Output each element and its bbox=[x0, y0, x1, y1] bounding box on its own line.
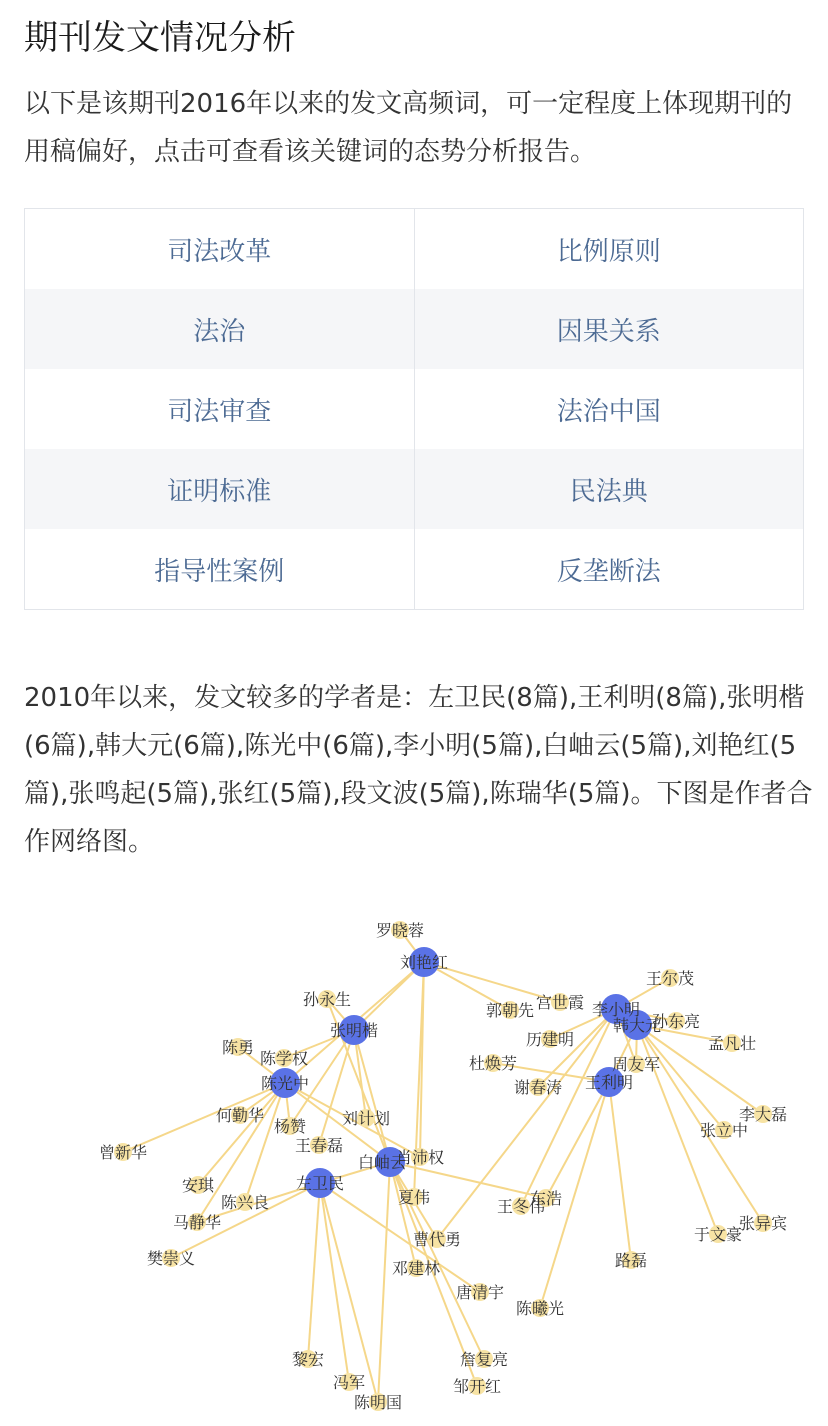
author-label: 陈明国 bbox=[353, 1393, 403, 1412]
author-label: 郭朝先 bbox=[485, 1001, 535, 1020]
author-label: 韩大元 bbox=[612, 1016, 662, 1035]
author-label: 孟凡壮 bbox=[707, 1034, 757, 1053]
author-label: 马静华 bbox=[172, 1213, 222, 1232]
author-label: 宫世霞 bbox=[535, 993, 585, 1012]
author-label: 王冬伟 bbox=[496, 1197, 546, 1216]
intro-text: 以下是该期刊2016年以来的发文高频词，可一定程度上体现期刊的用稿偏好，点击可查看该关键词的态势分析报告。 bbox=[24, 89, 793, 167]
author-label: 历建明 bbox=[525, 1030, 575, 1049]
author-label: 王尔茂 bbox=[645, 969, 695, 988]
author-label: 陈光中 bbox=[260, 1074, 310, 1093]
author-label: 孙永生 bbox=[302, 990, 352, 1009]
author-label: 杜焕芳 bbox=[468, 1054, 518, 1073]
scholars-text: 2010年以来，发文较多的学者是：左卫民(8篇),王利明(8篇),张明楷(6篇),韩大元(6篇),陈光中(6篇),李小明(5篇),白岫云(5篇),刘艳红(5篇),张鸣起(5篇),张红(5篇),段文波(5篇),陈瑞华(5篇)。下图是作者合作网络图。 bbox=[24, 683, 813, 857]
keyword-link[interactable]: 比例原则 bbox=[556, 236, 661, 267]
author-label: 邹开红 bbox=[452, 1377, 502, 1396]
keyword-row bbox=[25, 369, 803, 449]
author-label: 杨赞 bbox=[273, 1117, 307, 1136]
network-edge bbox=[245, 1083, 285, 1202]
author-label: 刘计划 bbox=[341, 1109, 391, 1128]
page-title: 期刊发文情况分析 bbox=[24, 18, 296, 58]
author-label: 夏伟 bbox=[397, 1188, 431, 1207]
author-label: 张明楷 bbox=[329, 1021, 379, 1040]
author-label: 张异宾 bbox=[738, 1214, 788, 1233]
keyword-link[interactable]: 反垄断法 bbox=[556, 556, 661, 587]
author-label: 詹复亮 bbox=[459, 1350, 509, 1369]
author-label: 何勤华 bbox=[215, 1106, 265, 1125]
author-label: 左卫民 bbox=[295, 1174, 345, 1193]
network-edge bbox=[390, 1162, 416, 1268]
author-label: 刘艳红 bbox=[399, 953, 449, 972]
author-label: 冯军 bbox=[332, 1373, 366, 1392]
network-edge bbox=[320, 1183, 349, 1382]
keyword-link[interactable]: 法治 bbox=[25, 289, 415, 369]
author-label: 黎宏 bbox=[291, 1350, 325, 1369]
author-label: 安琪 bbox=[181, 1176, 215, 1195]
network-edge bbox=[609, 1082, 631, 1260]
author-label: 邓建林 bbox=[391, 1259, 441, 1278]
network-edge bbox=[198, 1083, 285, 1185]
author-label: 谢春涛 bbox=[513, 1078, 563, 1097]
keyword-row bbox=[25, 209, 803, 289]
author-label: 李小明 bbox=[591, 1000, 641, 1019]
author-label: 李大磊 bbox=[738, 1105, 788, 1124]
keyword-link[interactable]: 法治中国 bbox=[556, 396, 661, 427]
keyword-link[interactable]: 因果关系 bbox=[556, 316, 661, 347]
author-label: 王利明 bbox=[584, 1073, 634, 1092]
author-label: 路磊 bbox=[614, 1251, 648, 1270]
keyword-link[interactable]: 司法改革 bbox=[25, 209, 415, 289]
network-edge bbox=[546, 1082, 609, 1198]
author-label: 周友军 bbox=[611, 1055, 661, 1074]
author-label: 陈勇 bbox=[221, 1038, 255, 1057]
author-label: 王春磊 bbox=[294, 1136, 344, 1155]
keyword-row bbox=[25, 289, 803, 369]
author-label: 陈曦光 bbox=[515, 1299, 565, 1318]
author-label: 孙东亮 bbox=[651, 1012, 701, 1031]
author-label: 樊崇义 bbox=[146, 1249, 196, 1268]
network-labels bbox=[99, 921, 787, 1412]
keyword-link[interactable]: 指导性案例 bbox=[25, 529, 415, 609]
author-label: 罗晓蓉 bbox=[375, 921, 425, 940]
keyword-row bbox=[25, 529, 803, 609]
author-label: 于文豪 bbox=[693, 1225, 743, 1244]
coauthor-network-graph[interactable] bbox=[0, 890, 828, 1426]
network-edge bbox=[378, 1162, 390, 1402]
keyword-table bbox=[24, 208, 804, 610]
author-label: 曹代勇 bbox=[412, 1230, 462, 1249]
author-label: 白岫云 bbox=[357, 1153, 407, 1172]
network-edge bbox=[308, 1183, 320, 1359]
author-label: 肖沛权 bbox=[395, 1148, 445, 1167]
author-label: 陈学权 bbox=[259, 1049, 309, 1068]
author-label: 张立中 bbox=[699, 1121, 749, 1140]
keyword-row bbox=[25, 449, 803, 529]
network-edge bbox=[354, 1030, 390, 1162]
author-label: 唐清宇 bbox=[455, 1283, 505, 1302]
author-label: 东浩 bbox=[529, 1189, 563, 1208]
author-label: 曾新华 bbox=[98, 1143, 148, 1162]
keyword-link[interactable]: 证明标准 bbox=[25, 449, 415, 529]
author-label: 陈兴良 bbox=[220, 1193, 270, 1212]
keyword-link[interactable]: 司法审查 bbox=[25, 369, 415, 449]
keyword-link[interactable]: 民法典 bbox=[569, 476, 648, 507]
